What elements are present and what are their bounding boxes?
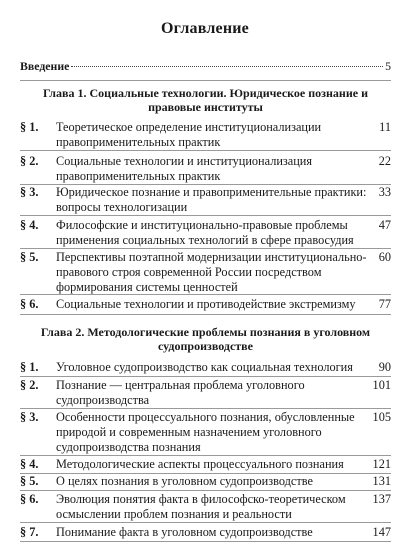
- entry-page: 101: [372, 378, 391, 392]
- entry-number: § 2.: [20, 378, 39, 392]
- divider: [20, 408, 391, 409]
- intro-page: 5: [385, 59, 391, 73]
- divider: [20, 376, 391, 377]
- toc-entry-ch2-5: [20, 474, 391, 489]
- entry-number: § 5.: [20, 474, 39, 488]
- toc-entry-ch1-6: [20, 297, 391, 312]
- divider: [20, 215, 391, 216]
- entry-page: 77: [378, 297, 391, 311]
- toc-entry-ch1-1: [20, 120, 391, 150]
- toc-intro: [20, 59, 391, 74]
- entry-number: § 4.: [20, 457, 39, 471]
- toc-entry-ch2-1: [20, 360, 391, 375]
- divider: [20, 314, 391, 315]
- entry-page: 147: [372, 525, 391, 539]
- entry-number: § 6.: [20, 297, 39, 311]
- toc-entry-ch1-3: [20, 185, 391, 215]
- entry-title: Философские и институционально-правовые проблемы применения социальных технологий в сфере правосудия: [56, 218, 354, 247]
- entry-page: 131: [372, 474, 391, 488]
- entry-title: Социальные технологии и противодействие экстремизму: [56, 297, 356, 311]
- entry-page: 60: [378, 250, 391, 264]
- divider: [20, 294, 391, 295]
- toc-entry-ch2-2: [20, 378, 391, 408]
- divider: [20, 80, 391, 81]
- entry-number: § 1.: [20, 120, 39, 134]
- entry-page: 105: [372, 410, 391, 424]
- entry-number: § 2.: [20, 154, 39, 168]
- entry-title: Перспективы поэтапной модернизации институционально-правового строя современной России посредством формирования системы ценностей: [56, 250, 367, 294]
- entry-number: § 4.: [20, 218, 39, 232]
- divider: [20, 522, 391, 523]
- entry-number: § 5.: [20, 250, 39, 264]
- entry-title: Методологические аспекты процессуального познания: [56, 457, 344, 471]
- entry-number: § 3.: [20, 410, 39, 424]
- entry-title: Познание — центральная проблема уголовного судопроизводства: [56, 378, 305, 407]
- toc-entry-ch2-3: [20, 410, 391, 454]
- entry-number: § 1.: [20, 360, 39, 374]
- toc-entry-ch2-7: [20, 525, 391, 540]
- entry-page: 137: [372, 492, 391, 506]
- divider: [20, 541, 391, 542]
- entry-page: 47: [378, 218, 391, 232]
- leader-dots: [71, 66, 383, 67]
- entry-page: 33: [378, 185, 391, 199]
- entry-title: Особенности процессуального познания, обусловленные природой и современным назначением уголовного судопроизводства познания: [56, 410, 355, 454]
- toc-entry-ch1-5: [20, 250, 391, 294]
- divider: [20, 248, 391, 249]
- entry-title: О целях познания в уголовном судопроизводстве: [56, 474, 313, 488]
- entry-page: 22: [378, 154, 391, 168]
- entry-title: Социальные технологии и институционализация правоприменительных практик: [56, 154, 313, 183]
- entry-number: § 6.: [20, 492, 39, 506]
- chapter-2-title: Глава 2. Методологические проблемы познания в уголовном судопроизводстве: [40, 325, 371, 353]
- entry-page: 90: [378, 360, 391, 374]
- entry-title: Уголовное судопроизводство как социальная технология: [56, 360, 353, 374]
- toc-entry-ch2-6: [20, 492, 391, 522]
- divider: [20, 490, 391, 491]
- entry-page: 11: [379, 120, 391, 134]
- intro-label: Введение: [20, 59, 70, 73]
- chapter-1-title: Глава 1. Социальные технологии. Юридическое познание и правовые институты: [43, 86, 368, 114]
- entry-title: Понимание факта в уголовном судопроизводстве: [56, 525, 313, 539]
- entry-number: § 7.: [20, 525, 39, 539]
- toc-heading: Оглавление: [161, 20, 249, 37]
- toc-entry-ch2-4: [20, 457, 391, 472]
- entry-title: Юридическое познание и правоприменительные практики: вопросы технологизации: [56, 185, 367, 214]
- toc-entry-ch1-2: [20, 154, 391, 184]
- toc-entry-ch1-4: [20, 218, 391, 248]
- entry-title: Эволюция понятия факта в философско-теоретическом осмыслении проблем познания и реальности: [56, 492, 346, 521]
- divider: [20, 455, 391, 456]
- entry-number: § 3.: [20, 185, 39, 199]
- divider: [20, 150, 391, 151]
- entry-page: 121: [372, 457, 391, 471]
- entry-title: Теоретическое определение институционализации правоприменительных практик: [56, 120, 322, 149]
